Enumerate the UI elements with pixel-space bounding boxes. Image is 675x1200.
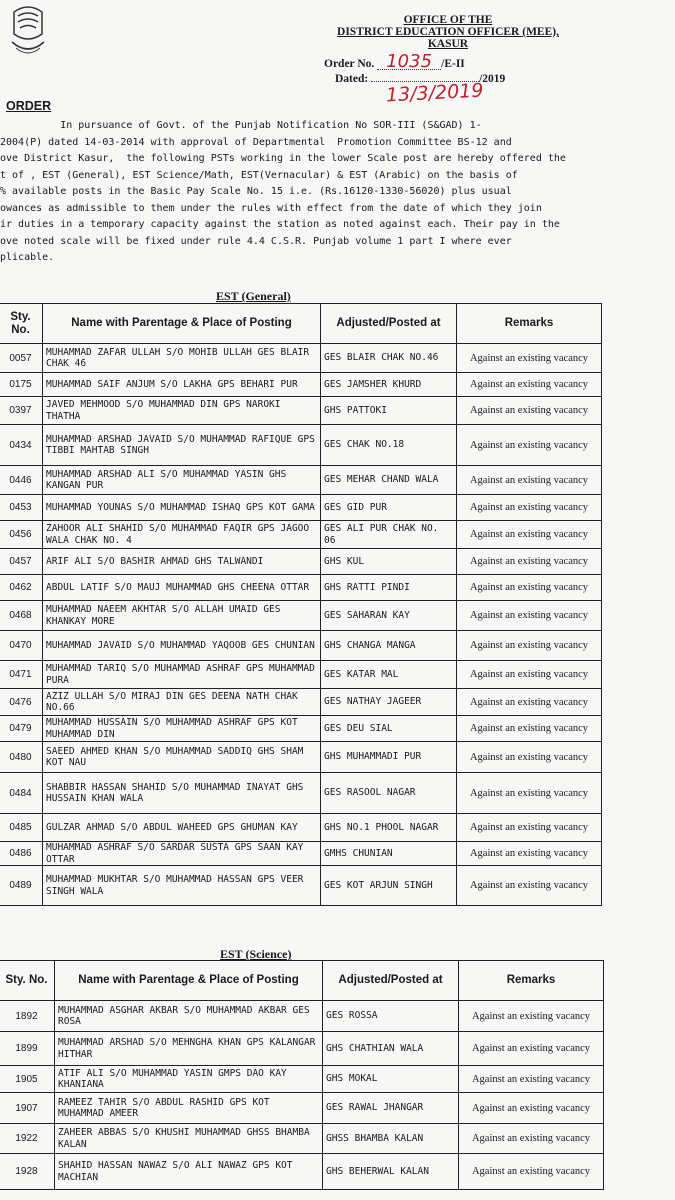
name-cell: ABDUL LATIF S/O MAUJ MUHAMMAD GHS CHEENA OTTAR <box>43 575 321 601</box>
paragraph-line: 2004(P) dated 14-03-2014 with approval of Departmental Promotion Committee BS-12 and <box>0 136 512 148</box>
remarks-cell: Against an existing vacancy <box>457 425 602 466</box>
posted-at-cell: GES GID PUR <box>321 495 457 521</box>
name-cell: ZAHOOR ALI SHAHID S/O MUHAMMAD FAQIR GPS JAGOO WALA CHAK NO. 4 <box>43 521 321 549</box>
remarks-cell: Against an existing vacancy <box>457 661 602 689</box>
name-cell: MUHAMMAD YOUNAS S/O MUHAMMAD ISHAQ GPS KOT GAMA <box>43 495 321 521</box>
paragraph-line: ir duties in a temporary capacity against the station as noted against each. Their pay in the <box>0 219 560 230</box>
punjab-government-logo-icon <box>8 4 48 60</box>
remarks-cell: Against an existing vacancy <box>457 716 602 742</box>
table-row <box>0 716 602 742</box>
paragraph-line: plicable. <box>0 252 55 263</box>
column-header-posted: Adjusted/Posted at <box>323 961 459 1001</box>
sty-no-cell: 0471 <box>0 661 43 689</box>
name-cell: ARIF ALI S/O BASHIR AHMAD GHS TALWANDI <box>43 549 321 575</box>
table-row <box>0 373 602 397</box>
table-row <box>0 1001 604 1032</box>
column-header-remarks: Remarks <box>457 304 602 344</box>
paragraph-line: t of , EST (General), EST Science/Math, EST(Vernacular) & EST (Arabic) on the basis of <box>0 169 518 181</box>
name-cell: MUHAMMAD ARSHAD JAVAID S/O MUHAMMAD RAFIQUE GPS TIBBI MAHTAB SINGH <box>43 425 321 466</box>
table-row <box>0 601 602 631</box>
remarks-cell: Against an existing vacancy <box>459 1032 604 1066</box>
sty-no-cell: 0486 <box>0 842 43 866</box>
sty-no-cell: 0489 <box>0 866 43 906</box>
table-row <box>0 344 602 373</box>
column-header-sty-no: Sty. No. <box>0 961 55 1001</box>
posted-at-cell: GHS MUHAMMADI PUR <box>321 742 457 773</box>
sty-no-cell: 0479 <box>0 716 43 742</box>
posted-at-cell: GES JAMSHER KHURD <box>321 373 457 397</box>
name-cell: RAMEEZ TAHIR S/O ABDUL RASHID GPS KOT MUHAMMAD AMEER <box>55 1093 323 1124</box>
remarks-cell: Against an existing vacancy <box>457 495 602 521</box>
posted-at-cell: GES SAHARAN KAY <box>321 601 457 631</box>
paragraph-line: ove noted scale will be fixed under rule 4.4 C.S.R. Punjab volume 1 part I where ever <box>0 235 512 247</box>
posted-at-cell: GES KATAR MAL <box>321 661 457 689</box>
sty-no-cell: 0480 <box>0 742 43 773</box>
posted-at-cell: GES BLAIR CHAK NO.46 <box>321 344 457 373</box>
est-science-table <box>0 960 604 1190</box>
table-row <box>0 495 602 521</box>
posted-at-cell: GES NATHAY JAGEER <box>321 689 457 716</box>
remarks-cell: Against an existing vacancy <box>459 1154 604 1190</box>
name-cell: ZAHEER ABBAS S/O KHUSHI MUHAMMAD GHSS BHAMBA KALAN <box>55 1124 323 1154</box>
name-cell: MUHAMMAD ARSHAD S/O MEHNGHA KHAN GPS KALANGAR HITHAR <box>55 1032 323 1066</box>
sty-no-cell: 1899 <box>0 1032 55 1066</box>
remarks-cell: Against an existing vacancy <box>459 1093 604 1124</box>
handwritten-date: 13/3/2019 <box>385 79 484 107</box>
sty-no-cell: 1922 <box>0 1124 55 1154</box>
posted-at-cell: GHS CHANGA MANGA <box>321 631 457 661</box>
paragraph-line: ove District Kasur, the following PSTs working in the lower Scale post are hereby offered the <box>0 153 566 164</box>
header-line-3: KASUR <box>427 38 469 50</box>
name-cell: MUHAMMAD JAVAID S/O MUHAMMAD YAQOOB GES CHUNIAN <box>43 631 321 661</box>
remarks-cell: Against an existing vacancy <box>457 575 602 601</box>
sty-no-cell: 1928 <box>0 1154 55 1190</box>
table-row <box>0 661 602 689</box>
remarks-cell: Against an existing vacancy <box>457 397 602 425</box>
name-cell: SHABBIR HASSAN SHAHID S/O MUHAMMAD INAYAT GHS HUSSAIN KHAN WALA <box>43 773 321 814</box>
name-cell: MUHAMMAD HUSSAIN S/O MUHAMMAD ASHRAF GPS KOT MUHAMMAD DIN <box>43 716 321 742</box>
posted-at-cell: GHS BEHERWAL KALAN <box>323 1154 459 1190</box>
table-row <box>0 521 602 549</box>
sty-no-cell: 1892 <box>0 1001 55 1032</box>
office-header <box>318 14 578 50</box>
sty-no-cell: 0453 <box>0 495 43 521</box>
sty-no-cell: 0175 <box>0 373 43 397</box>
name-cell: JAVED MEHMOOD S/O MUHAMMAD DIN GPS NAROKI THATHA <box>43 397 321 425</box>
sty-no-cell: 0057 <box>0 344 43 373</box>
sty-no-cell: 0485 <box>0 814 43 842</box>
posted-at-cell: GES KOT ARJUN SINGH <box>321 866 457 906</box>
sty-no-cell: 0446 <box>0 466 43 495</box>
posted-at-cell: GHS NO.1 PHOOL NAGAR <box>321 814 457 842</box>
remarks-cell: Against an existing vacancy <box>457 466 602 495</box>
remarks-cell: Against an existing vacancy <box>457 549 602 575</box>
header-line-1: OFFICE OF THE <box>403 14 493 26</box>
remarks-cell: Against an existing vacancy <box>459 1066 604 1093</box>
posted-at-cell: GMHS CHUNIAN <box>321 842 457 866</box>
header-line-2: DISTRICT EDUCATION OFFICER (MEE), <box>337 26 559 38</box>
posted-at-cell: GES CHAK NO.18 <box>321 425 457 466</box>
table-row <box>0 742 602 773</box>
table-row <box>0 1124 604 1154</box>
remarks-cell: Against an existing vacancy <box>457 742 602 773</box>
remarks-cell: Against an existing vacancy <box>457 373 602 397</box>
order-paragraph <box>0 118 610 267</box>
table-row <box>0 575 602 601</box>
sty-no-cell: 0397 <box>0 397 43 425</box>
name-cell: MUHAMMAD ARSHAD ALI S/O MUHAMMAD YASIN GHS KANGAN PUR <box>43 466 321 495</box>
paragraph-line: owances as admissible to them under the rules with effect from the date of which they join <box>0 202 542 214</box>
table-row <box>0 814 602 842</box>
posted-at-cell: GHSS BHAMBA KALAN <box>323 1124 459 1154</box>
posted-at-cell: GES ALI PUR CHAK NO. 06 <box>321 521 457 549</box>
name-cell: MUHAMMAD NAEEM AKHTAR S/O ALLAH UMAID GES KHANKAY MORE <box>43 601 321 631</box>
posted-at-cell: GHS MOKAL <box>323 1066 459 1093</box>
paragraph-line: % available posts in the Basic Pay Scale No. 15 i.e. (Rs.16120-1330-56020) plus usual <box>0 186 512 197</box>
posted-at-cell: GHS KUL <box>321 549 457 575</box>
posted-at-cell: GHS CHATHIAN WALA <box>323 1032 459 1066</box>
posted-at-cell: GES MEHAR CHAND WALA <box>321 466 457 495</box>
name-cell: MUHAMMAD ASHRAF S/O SARDAR SUSTA GPS SAAN KAY OTTAR <box>43 842 321 866</box>
remarks-cell: Against an existing vacancy <box>457 601 602 631</box>
section-title-est-science: EST (Science) <box>220 947 292 961</box>
remarks-cell: Against an existing vacancy <box>457 631 602 661</box>
table-row <box>0 397 602 425</box>
table-row <box>0 866 602 906</box>
posted-at-cell: GES RAWAL JHANGAR <box>323 1093 459 1124</box>
table-row <box>0 1032 604 1066</box>
sty-no-cell: 0484 <box>0 773 43 814</box>
remarks-cell: Against an existing vacancy <box>457 773 602 814</box>
table-row <box>0 549 602 575</box>
name-cell: MUHAMMAD SAIF ANJUM S/O LAKHA GPS BEHARI PUR <box>43 373 321 397</box>
column-header-posted: Adjusted/Posted at <box>321 304 457 344</box>
table-row <box>0 689 602 716</box>
name-cell: SAEED AHMED KHAN S/O MUHAMMAD SADDIQ GHS SHAM KOT NAU <box>43 742 321 773</box>
sty-no-cell: 0456 <box>0 521 43 549</box>
column-header-sty-no: Sty. No. <box>0 304 43 344</box>
sty-no-cell: 0457 <box>0 549 43 575</box>
table-row <box>0 466 602 495</box>
name-cell: MUHAMMAD ASGHAR AKBAR S/O MUHAMMAD AKBAR GES ROSA <box>55 1001 323 1032</box>
sty-no-cell: 0476 <box>0 689 43 716</box>
remarks-cell: Against an existing vacancy <box>457 842 602 866</box>
column-header-name: Name with Parentage & Place of Posting <box>55 961 323 1001</box>
sty-no-cell: 0470 <box>0 631 43 661</box>
name-cell: ATIF ALI S/O MUHAMMAD YASIN GMPS DAO KAY KHANIANA <box>55 1066 323 1093</box>
posted-at-cell: GES DEU SIAL <box>321 716 457 742</box>
paragraph-line: In pursuance of Govt. of the Punjab Notification No SOR-III (S&GAD) 1- <box>0 120 482 131</box>
posted-at-cell: GHS RATTI PINDI <box>321 575 457 601</box>
sty-no-cell: 0462 <box>0 575 43 601</box>
order-no-label: Order No. <box>324 58 375 70</box>
table-row <box>0 425 602 466</box>
posted-at-cell: GHS PATTOKI <box>321 397 457 425</box>
remarks-cell: Against an existing vacancy <box>459 1124 604 1154</box>
name-cell: MUHAMMAD MUKHTAR S/O MUHAMMAD HASSAN GPS VEER SINGH WALA <box>43 866 321 906</box>
table-row <box>0 773 602 814</box>
sty-no-cell: 1905 <box>0 1066 55 1093</box>
dated-suffix: /2019 <box>479 73 506 85</box>
column-header-remarks: Remarks <box>459 961 604 1001</box>
name-cell: MUHAMMAD ZAFAR ULLAH S/O MOHIB ULLAH GES BLAIR CHAK 46 <box>43 344 321 373</box>
table-row <box>0 842 602 866</box>
name-cell: SHAHID HASSAN NAWAZ S/O ALI NAWAZ GPS KOT MACHIAN <box>55 1154 323 1190</box>
remarks-cell: Against an existing vacancy <box>457 689 602 716</box>
order-no-value: 1035 <box>377 54 441 70</box>
est-general-table <box>0 303 602 906</box>
posted-at-cell: GES RASOOL NAGAR <box>321 773 457 814</box>
order-no-suffix: /E-II <box>441 58 465 70</box>
name-cell: GULZAR AHMAD S/O ABDUL WAHEED GPS GHUMAN KAY <box>43 814 321 842</box>
column-header-name: Name with Parentage & Place of Posting <box>43 304 321 344</box>
dated-label: Dated: <box>335 73 369 85</box>
section-title-est-general: EST (General) <box>216 289 291 303</box>
sty-no-cell: 1907 <box>0 1093 55 1124</box>
remarks-cell: Against an existing vacancy <box>457 866 602 906</box>
sty-no-cell: 0434 <box>0 425 43 466</box>
name-cell: AZIZ ULLAH S/O MIRAJ DIN GES DEENA NATH CHAK NO.66 <box>43 689 321 716</box>
table-row <box>0 1093 604 1124</box>
table-row <box>0 1154 604 1190</box>
name-cell: MUHAMMAD TARIQ S/O MUHAMMAD ASHRAF GPS MUHAMMAD PURA <box>43 661 321 689</box>
order-title: ORDER <box>6 99 52 113</box>
table-row <box>0 631 602 661</box>
remarks-cell: Against an existing vacancy <box>457 344 602 373</box>
posted-at-cell: GES ROSSA <box>323 1001 459 1032</box>
table-row <box>0 1066 604 1093</box>
sty-no-cell: 0468 <box>0 601 43 631</box>
remarks-cell: Against an existing vacancy <box>457 521 602 549</box>
remarks-cell: Against an existing vacancy <box>459 1001 604 1032</box>
remarks-cell: Against an existing vacancy <box>457 814 602 842</box>
